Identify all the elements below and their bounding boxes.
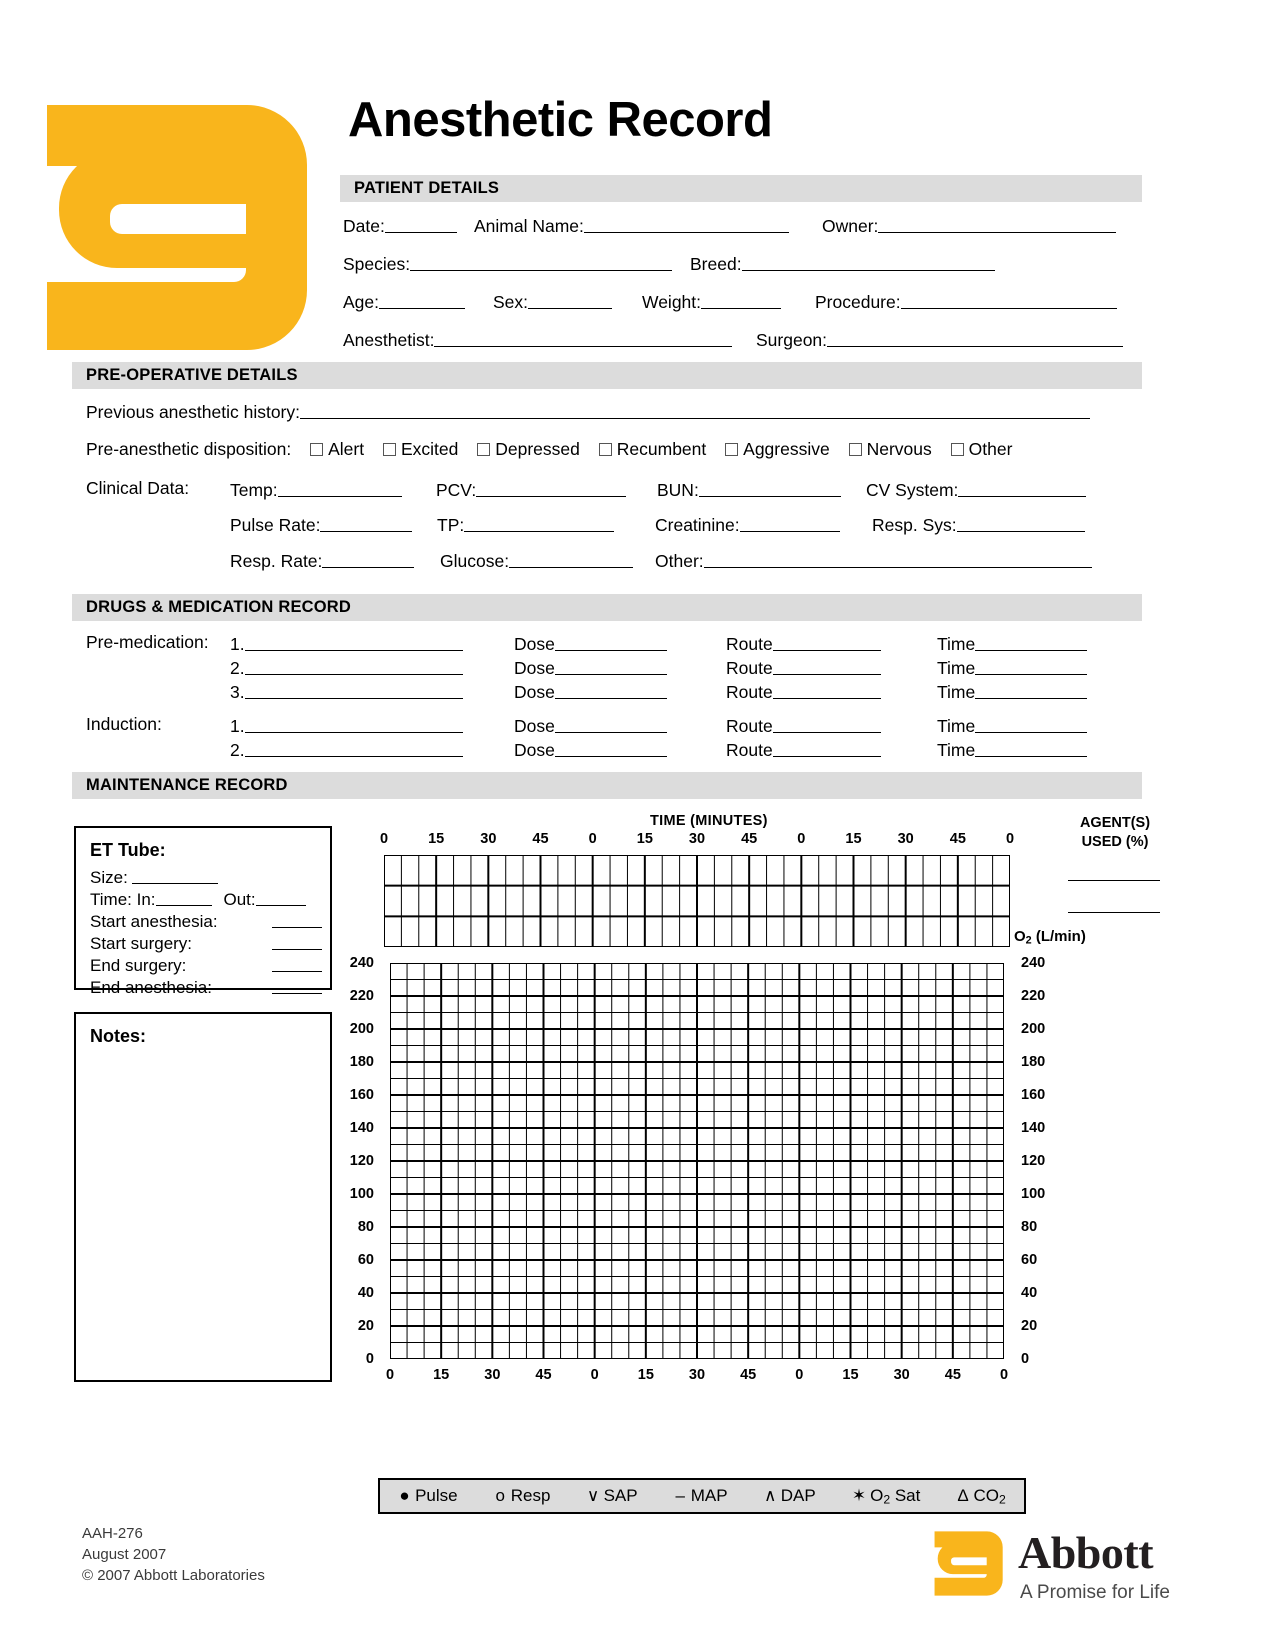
legend-symbol-icon: – bbox=[675, 1486, 685, 1505]
field-pcv bbox=[436, 480, 626, 500]
induction-route-1 bbox=[726, 716, 881, 736]
pcv-label: PCV: bbox=[436, 480, 477, 501]
premed-drug-input-2[interactable] bbox=[245, 658, 463, 675]
induction-dose-label-2: Dose bbox=[514, 740, 555, 761]
x-tick-label: 0 bbox=[385, 1367, 395, 1383]
field-previous-history bbox=[86, 402, 1090, 422]
disposition-label: Pre-anesthetic disposition: bbox=[86, 439, 292, 459]
y-tick-label: 0 bbox=[1021, 1351, 1030, 1367]
bun-label: BUN: bbox=[657, 480, 699, 501]
premed-route-input-1[interactable] bbox=[773, 634, 881, 651]
dose-label-1: Dose bbox=[514, 634, 555, 655]
maintenance-heading: MAINTENANCE RECORD bbox=[86, 776, 288, 794]
drugs-heading: DRUGS & MEDICATION RECORD bbox=[86, 598, 352, 616]
patient-details-heading: PATIENT DETAILS bbox=[354, 179, 500, 197]
premed-dose-input-1[interactable] bbox=[555, 634, 667, 651]
sex-label: Sex: bbox=[493, 292, 529, 313]
field-cv-system bbox=[866, 480, 1086, 500]
induction-drug-input-2[interactable] bbox=[245, 740, 463, 757]
premed-time-input-2[interactable] bbox=[975, 658, 1087, 675]
age-input[interactable] bbox=[379, 292, 465, 309]
route-label-1: Route bbox=[726, 634, 773, 655]
induction-label: Induction: bbox=[86, 714, 162, 734]
dose-label-3: Dose bbox=[514, 682, 555, 703]
field-tp bbox=[437, 515, 614, 535]
other-clinical-input[interactable] bbox=[704, 551, 1092, 568]
tp-input[interactable] bbox=[464, 515, 614, 532]
section-header-maintenance bbox=[72, 772, 1142, 799]
checkbox-excited[interactable] bbox=[383, 443, 396, 456]
end-anesthesia-input[interactable] bbox=[272, 977, 322, 994]
field-age bbox=[343, 292, 465, 312]
y-tick-label: 220 bbox=[349, 988, 374, 1004]
bun-input[interactable] bbox=[699, 480, 841, 497]
induction-time-label-1: Time bbox=[937, 716, 976, 737]
field-resp-sys bbox=[872, 515, 1085, 535]
induction-route-input-2[interactable] bbox=[773, 740, 881, 757]
x-tick-label: 0 bbox=[379, 831, 389, 847]
legend-label: $CO_2$ bbox=[973, 1485, 1006, 1507]
x-tick-label: 0 bbox=[797, 831, 806, 847]
dose-label-2: Dose bbox=[514, 658, 555, 679]
x-tick-label: 45 bbox=[741, 831, 758, 847]
route-label-3: Route bbox=[726, 682, 773, 703]
field-weight bbox=[642, 292, 781, 312]
creatinine-label: Creatinine: bbox=[655, 515, 740, 536]
premed-time-3 bbox=[937, 682, 1087, 702]
induction-dose-2 bbox=[514, 740, 667, 760]
checkbox-nervous[interactable] bbox=[849, 443, 862, 456]
y-tick-label: 140 bbox=[349, 1120, 374, 1136]
start-anesthesia-row bbox=[90, 911, 322, 933]
weight-label: Weight: bbox=[642, 292, 702, 313]
resp-sys-label: Resp. Sys: bbox=[872, 515, 957, 536]
premed-route-2 bbox=[726, 658, 881, 678]
disposition-row bbox=[86, 441, 1012, 459]
induction-time-input-1[interactable] bbox=[975, 716, 1087, 733]
induction-route-label-1: Route bbox=[726, 716, 773, 737]
legend-symbol-icon: ✶ bbox=[851, 1485, 867, 1505]
premed-dose-3 bbox=[514, 682, 667, 702]
x-tick-label: 30 bbox=[688, 1367, 706, 1383]
previous-history-input[interactable] bbox=[300, 402, 1090, 419]
section-header-preop bbox=[72, 362, 1142, 389]
field-resp-rate bbox=[230, 551, 414, 571]
premed-route-input-3[interactable] bbox=[773, 682, 881, 699]
legend-item bbox=[398, 1486, 458, 1506]
abbott-tagline: A Promise for Life bbox=[1020, 1582, 1170, 1603]
date-label: Date: bbox=[343, 216, 385, 237]
premed-dose-input-3[interactable] bbox=[555, 682, 667, 699]
option-label-alert: Alert bbox=[328, 439, 365, 459]
checkbox-alert[interactable] bbox=[310, 443, 323, 456]
legend-label: SAP bbox=[603, 1486, 638, 1505]
route-label-2: Route bbox=[726, 658, 773, 679]
chart-upper-grid[interactable] bbox=[384, 855, 1010, 947]
y-tick-label: 240 bbox=[1021, 955, 1046, 971]
field-animal-name bbox=[474, 216, 789, 236]
notes-box[interactable] bbox=[74, 1012, 332, 1382]
x-tick-label: 15 bbox=[428, 831, 445, 847]
x-tick-label: 30 bbox=[484, 1367, 501, 1383]
checkbox-recumbent[interactable] bbox=[599, 443, 612, 456]
option-label-nervous: Nervous bbox=[866, 439, 932, 459]
end-surgery-row bbox=[90, 955, 322, 977]
cv-system-input[interactable] bbox=[958, 480, 1086, 497]
field-anesthetist bbox=[343, 330, 732, 350]
x-tick-label: 0 bbox=[999, 1367, 1009, 1383]
x-tick-label: 45 bbox=[949, 831, 966, 847]
et-tube-time-in-label: Time: In: bbox=[90, 890, 156, 909]
x-tick-label: 15 bbox=[842, 1367, 859, 1383]
y-tick-label: 80 bbox=[1021, 1219, 1038, 1235]
legend-item bbox=[674, 1486, 728, 1506]
legend-item bbox=[852, 1486, 921, 1507]
start-anesthesia-label: Start anesthesia: bbox=[90, 912, 218, 931]
premed-time-2 bbox=[937, 658, 1087, 678]
animal-name-input[interactable] bbox=[584, 216, 789, 233]
animal-name-label: Animal Name: bbox=[474, 216, 584, 237]
field-glucose bbox=[440, 551, 633, 571]
field-species bbox=[343, 254, 672, 274]
induction-dose-label-1: Dose bbox=[514, 716, 555, 737]
x-tick-label: 30 bbox=[480, 831, 497, 847]
checkbox-depressed[interactable] bbox=[477, 443, 490, 456]
agent-input-1[interactable] bbox=[1068, 880, 1160, 881]
species-label: Species: bbox=[343, 254, 411, 275]
owner-input[interactable] bbox=[878, 216, 1116, 233]
end-surgery-input[interactable] bbox=[272, 955, 322, 972]
y-tick-label: 20 bbox=[1021, 1318, 1038, 1334]
legend-item bbox=[587, 1486, 638, 1506]
y-tick-label: 120 bbox=[1021, 1153, 1046, 1169]
x-tick-label: 30 bbox=[897, 831, 914, 847]
x-tick-label: 45 bbox=[532, 831, 549, 847]
induction-index-1: 1. bbox=[230, 716, 245, 737]
x-tick-label: 30 bbox=[893, 1367, 910, 1383]
legend-label: Resp bbox=[510, 1486, 551, 1505]
anesthetist-input[interactable] bbox=[434, 330, 732, 347]
field-surgeon bbox=[756, 330, 1123, 350]
abbott-logo bbox=[22, 100, 312, 355]
previous-history-label: Previous anesthetic history: bbox=[86, 402, 300, 423]
pulse-rate-label: Pulse Rate: bbox=[230, 515, 321, 536]
y-tick-label: 240 bbox=[349, 955, 374, 971]
induction-route-2 bbox=[726, 740, 881, 760]
breed-label: Breed: bbox=[690, 254, 742, 275]
premed-dose-input-2[interactable] bbox=[555, 658, 667, 675]
y-tick-label: 180 bbox=[1021, 1054, 1046, 1070]
et-tube-time-in-input[interactable] bbox=[156, 889, 212, 906]
field-pulse-rate bbox=[230, 515, 412, 535]
x-tick-label: 45 bbox=[740, 1367, 757, 1383]
procedure-input[interactable] bbox=[901, 292, 1117, 309]
y-tick-label: 120 bbox=[349, 1153, 374, 1169]
resp-rate-input[interactable] bbox=[322, 551, 414, 568]
option-label-recumbent: Recumbent bbox=[616, 439, 707, 459]
o2-flow-label: $O_2$ (L/min) bbox=[1014, 928, 1086, 947]
form-code: AAH-276 bbox=[82, 1525, 143, 1542]
form-copyright: © 2007 Abbott Laboratories bbox=[82, 1567, 265, 1584]
legend-label: Pulse bbox=[415, 1486, 458, 1505]
start-anesthesia-input[interactable] bbox=[272, 911, 322, 928]
field-bun bbox=[657, 480, 841, 500]
cv-system-label: CV System: bbox=[866, 480, 959, 501]
age-label: Age: bbox=[343, 292, 379, 313]
start-surgery-label: Start surgery: bbox=[90, 934, 193, 953]
pcv-input[interactable] bbox=[476, 480, 626, 497]
premedication-label: Pre-medication: bbox=[86, 632, 209, 652]
y-tick-label: 140 bbox=[1021, 1120, 1046, 1136]
et-tube-time-out-label: Out: bbox=[223, 890, 256, 909]
time-label-3: Time bbox=[937, 682, 976, 703]
induction-dose-input-2[interactable] bbox=[555, 740, 667, 757]
premed-time-1 bbox=[937, 634, 1087, 654]
y-tick-label: 0 bbox=[365, 1351, 374, 1367]
induction-dose-1 bbox=[514, 716, 667, 736]
induction-time-label-2: Time bbox=[937, 740, 976, 761]
option-label-depressed: Depressed bbox=[495, 439, 580, 459]
chart-legend bbox=[378, 1478, 1026, 1514]
field-procedure bbox=[815, 292, 1117, 312]
x-tick-label: 45 bbox=[944, 1367, 961, 1383]
abbott-footer-logo bbox=[928, 1530, 1004, 1602]
legend-item bbox=[957, 1486, 1006, 1507]
time-label-1: Time bbox=[937, 634, 976, 655]
legend-symbol-icon: ● bbox=[399, 1486, 410, 1505]
option-label-aggressive: Aggressive bbox=[743, 439, 830, 459]
premed-route-3 bbox=[726, 682, 881, 702]
field-other-clinical bbox=[655, 551, 1092, 571]
x-tick-label: 0 bbox=[590, 1367, 599, 1383]
agent-input-2[interactable] bbox=[1068, 912, 1160, 913]
et-tube-time-row bbox=[90, 889, 306, 911]
date-input[interactable] bbox=[385, 216, 457, 233]
x-tick-label: 45 bbox=[535, 1367, 552, 1383]
field-creatinine bbox=[655, 515, 840, 535]
y-tick-label: 220 bbox=[1021, 988, 1046, 1004]
resp-sys-input[interactable] bbox=[957, 515, 1085, 532]
x-tick-label: 15 bbox=[637, 1367, 654, 1383]
premed-time-input-1[interactable] bbox=[975, 634, 1087, 651]
premed-row-2 bbox=[230, 658, 463, 678]
y-tick-label: 160 bbox=[349, 1087, 374, 1103]
induction-time-2 bbox=[937, 740, 1087, 760]
premed-drug-input-1[interactable] bbox=[245, 634, 463, 651]
option-label-other: Other bbox=[968, 439, 1013, 459]
et-tube-size-input[interactable] bbox=[132, 867, 218, 884]
section-header-drugs bbox=[72, 594, 1142, 621]
induction-route-label-2: Route bbox=[726, 740, 773, 761]
field-breed bbox=[690, 254, 995, 274]
y-tick-label: 100 bbox=[349, 1186, 374, 1202]
induction-time-input-2[interactable] bbox=[975, 740, 1087, 757]
legend-label: $O_2$ Sat bbox=[870, 1485, 921, 1507]
premed-dose-1 bbox=[514, 634, 667, 654]
y-tick-label: 20 bbox=[357, 1318, 374, 1334]
legend-item bbox=[764, 1486, 816, 1506]
resp-rate-label: Resp. Rate: bbox=[230, 551, 323, 572]
field-sex bbox=[493, 292, 612, 312]
temp-label: Temp: bbox=[230, 480, 278, 501]
option-label-excited: Excited bbox=[400, 439, 459, 459]
field-date bbox=[343, 216, 457, 236]
y-tick-label: 100 bbox=[1021, 1186, 1046, 1202]
chart-title: TIME (MINUTES) bbox=[650, 813, 768, 829]
et-tube-box bbox=[74, 826, 332, 997]
premed-route-input-2[interactable] bbox=[773, 658, 881, 675]
premed-row-3 bbox=[230, 682, 463, 702]
premed-index-3: 3. bbox=[230, 682, 245, 703]
et-tube-size-label: Size: bbox=[90, 868, 128, 887]
x-tick-label: 0 bbox=[1005, 831, 1015, 847]
agents-used-line1: AGENT(S) bbox=[1079, 815, 1151, 831]
et-tube-title: ET Tube: bbox=[90, 840, 166, 860]
induction-time-1 bbox=[937, 716, 1087, 736]
breed-input[interactable] bbox=[742, 254, 995, 271]
induction-dose-input-1[interactable] bbox=[555, 716, 667, 733]
checkbox-other[interactable] bbox=[951, 443, 964, 456]
weight-input[interactable] bbox=[701, 292, 781, 309]
preop-heading: PRE-OPERATIVE DETAILS bbox=[86, 366, 298, 384]
y-tick-label: 80 bbox=[357, 1219, 374, 1235]
form-footer-text bbox=[82, 1523, 265, 1586]
species-input[interactable] bbox=[410, 254, 672, 271]
owner-label: Owner: bbox=[822, 216, 879, 237]
field-owner bbox=[822, 216, 1116, 236]
induction-route-input-1[interactable] bbox=[773, 716, 881, 733]
premed-row-1 bbox=[230, 634, 463, 654]
sex-input[interactable] bbox=[528, 292, 612, 309]
form-date: August 2007 bbox=[82, 1546, 167, 1563]
y-tick-label: 180 bbox=[349, 1054, 374, 1070]
et-tube-time-out-input[interactable] bbox=[256, 889, 306, 906]
creatinine-input[interactable] bbox=[740, 515, 840, 532]
premed-drug-input-3[interactable] bbox=[245, 682, 463, 699]
et-tube-size-row bbox=[90, 867, 218, 889]
premed-time-input-3[interactable] bbox=[975, 682, 1087, 699]
legend-symbol-icon: ∨ bbox=[586, 1486, 600, 1505]
premed-route-1 bbox=[726, 634, 881, 654]
start-surgery-row bbox=[90, 933, 322, 955]
glucose-label: Glucose: bbox=[440, 551, 510, 572]
end-anesthesia-label: End anesthesia: bbox=[90, 978, 212, 997]
legend-symbol-icon: ∧ bbox=[763, 1486, 777, 1505]
agents-used-label bbox=[1040, 814, 1190, 852]
induction-index-2: 2. bbox=[230, 740, 245, 761]
legend-item bbox=[494, 1486, 551, 1506]
pulse-rate-input[interactable] bbox=[320, 515, 412, 532]
chart-main-grid[interactable] bbox=[390, 963, 1004, 1359]
premed-dose-2 bbox=[514, 658, 667, 678]
legend-symbol-icon: Δ bbox=[957, 1485, 969, 1505]
induction-row-1 bbox=[230, 716, 463, 736]
legend-label: DAP bbox=[780, 1486, 816, 1505]
procedure-label: Procedure: bbox=[815, 292, 901, 313]
x-tick-label: 15 bbox=[845, 831, 862, 847]
y-tick-label: 60 bbox=[1021, 1252, 1038, 1268]
x-tick-label: 0 bbox=[795, 1367, 804, 1383]
end-surgery-label: End surgery: bbox=[90, 956, 187, 975]
y-tick-label: 200 bbox=[349, 1021, 374, 1037]
surgeon-label: Surgeon: bbox=[756, 330, 828, 351]
x-tick-label: 15 bbox=[636, 831, 653, 847]
anesthetist-label: Anesthetist: bbox=[343, 330, 435, 351]
end-anesthesia-row bbox=[90, 977, 322, 999]
y-tick-label: 40 bbox=[357, 1285, 374, 1301]
field-temp bbox=[230, 480, 402, 500]
y-tick-label: 160 bbox=[1021, 1087, 1046, 1103]
agents-used-line2: USED (%) bbox=[1081, 834, 1149, 850]
page-title: Anesthetic Record bbox=[348, 93, 773, 147]
other-clinical-label: Other: bbox=[655, 551, 704, 572]
start-surgery-input[interactable] bbox=[272, 933, 322, 950]
induction-row-2 bbox=[230, 740, 463, 760]
glucose-input[interactable] bbox=[509, 551, 633, 568]
surgeon-input[interactable] bbox=[827, 330, 1123, 347]
premed-index-2: 2. bbox=[230, 658, 245, 679]
x-tick-label: 15 bbox=[433, 1367, 450, 1383]
abbott-wordmark: Abbott bbox=[1018, 1527, 1154, 1578]
section-header-patient-details bbox=[340, 175, 1142, 202]
premed-index-1: 1. bbox=[230, 634, 245, 655]
x-tick-label: 0 bbox=[588, 831, 597, 847]
clinical-data-label: Clinical Data: bbox=[86, 478, 190, 498]
legend-symbol-icon: o bbox=[495, 1486, 505, 1505]
legend-label: MAP bbox=[690, 1486, 728, 1505]
notes-label: Notes: bbox=[90, 1026, 147, 1046]
time-label-2: Time bbox=[937, 658, 976, 679]
checkbox-aggressive[interactable] bbox=[725, 443, 738, 456]
tp-label: TP: bbox=[437, 515, 465, 536]
y-tick-label: 200 bbox=[1021, 1021, 1046, 1037]
x-tick-label: 30 bbox=[688, 831, 706, 847]
y-tick-label: 40 bbox=[1021, 1285, 1038, 1301]
y-tick-label: 60 bbox=[357, 1252, 374, 1268]
temp-input[interactable] bbox=[278, 480, 402, 497]
induction-drug-input-1[interactable] bbox=[245, 716, 463, 733]
